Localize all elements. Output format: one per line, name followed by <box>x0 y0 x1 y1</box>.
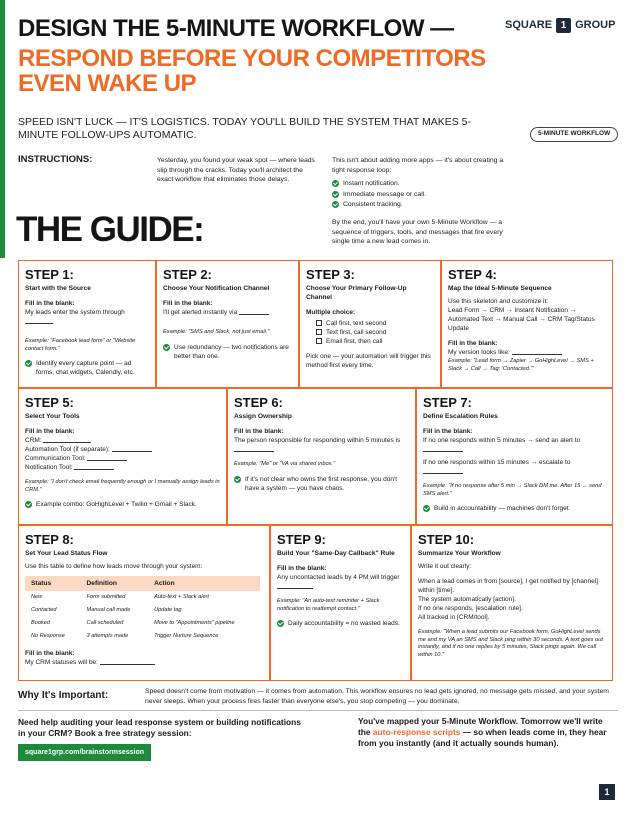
step-8 <box>18 525 270 681</box>
step-subtitle: Summarize Your Workflow <box>418 550 501 557</box>
fill-text: Communication Tool: <box>25 455 86 462</box>
fill-text: If no one responds within 5 minutes → send an alert to <box>423 437 581 444</box>
tip <box>25 500 220 509</box>
tip-text: Build in accountability — machines don't forget. <box>434 505 571 512</box>
table-cell: Contacted <box>31 607 57 613</box>
tip <box>234 475 409 493</box>
instructions-label: INSTRUCTIONS: <box>18 154 93 165</box>
step-subtitle: Define Escalation Rules <box>423 413 498 420</box>
checkbox[interactable] <box>316 338 322 344</box>
logo-mark: 1 <box>556 18 571 33</box>
example: Example: "Facebook lead form" or "Website contact form." <box>25 338 136 352</box>
fill-line <box>234 436 409 454</box>
step-title: STEP 10: <box>418 532 475 547</box>
why-label: Why It's Important: <box>18 690 109 701</box>
blank[interactable] <box>43 436 91 443</box>
step-2 <box>156 260 299 388</box>
fill-text: Any uncontacted leads by 4 PM will trigger <box>277 574 400 581</box>
status-table <box>25 576 260 643</box>
table-cell: Auto-text + Slack alert <box>154 594 209 600</box>
instructions-text: Yesterday, you found your weak spot — where leads slip through the cracks. Today you'll architect the exact workflow that eliminates those delays. <box>157 157 315 183</box>
table-row <box>25 604 260 617</box>
fill-text: If no one responds within 15 minutes → escalate to <box>423 459 571 466</box>
list-item <box>332 179 512 189</box>
table-cell: Trigger Nurture Sequence <box>154 633 219 639</box>
table-header: Definition <box>81 576 149 591</box>
step-6 <box>227 388 416 525</box>
fill-line <box>25 436 220 445</box>
step-9 <box>270 525 411 681</box>
option-text: Call first, text second <box>326 320 387 327</box>
tip-text: If it's not clear who owns the first response, you don't have a system — you have chaos. <box>245 475 398 492</box>
table-cell: Update tag <box>154 607 182 613</box>
example: Example: "Me" or "VA via shared inbox." <box>234 461 336 467</box>
step-title: STEP 8: <box>25 532 74 547</box>
step-5 <box>18 388 227 525</box>
fill-line <box>163 308 292 317</box>
list-item <box>332 190 512 200</box>
sequence: Lead Form → CRM → Instant Notification → Automated Text → Manual Call → CRM Tag/Status Update <box>448 307 595 332</box>
summary-line: When a lead comes in from [source], I get notified by [channel] within [time]. <box>418 578 598 594</box>
step-subtitle: Build Your "Same-Day Callback" Rule <box>277 550 395 557</box>
instructions-loop <box>332 156 512 211</box>
tip <box>277 619 404 628</box>
table-row <box>25 591 260 604</box>
bullet-text: Immediate message or call. <box>343 190 427 198</box>
blank[interactable] <box>423 445 463 452</box>
step-subtitle: Choose Your Notification Channel <box>163 285 270 292</box>
check-icon <box>163 344 170 351</box>
blank[interactable] <box>87 454 127 461</box>
blank[interactable] <box>277 582 313 589</box>
table-header: Status <box>25 576 81 591</box>
topic-pill: 5-MINUTE WORKFLOW <box>530 127 618 142</box>
table-header: Action <box>148 576 260 591</box>
step-subtitle: Choose Your Primary Follow-Up Channel <box>306 285 407 301</box>
fill-label: Fill in the blank: <box>25 428 75 435</box>
bullet-text: Instant notification. <box>343 180 400 187</box>
step-10 <box>411 525 613 681</box>
step-subtitle: Set Your Lead Status Flow <box>25 550 108 557</box>
instructions-outcome: By the end, you'll have your own 5-Minute Workflow — a sequence of triggers, tools, and messages that fire every single time a new lead comes in. <box>332 219 503 245</box>
check-icon <box>277 620 284 627</box>
fill-label: Fill in the blank: <box>277 565 327 572</box>
fill-text: The person responsible for responding within 5 minutes is <box>234 437 401 444</box>
guide-title: THE GUIDE: <box>16 210 204 249</box>
example: Example: "Lead form → Zapier → GoHighLevel → SMS + Slack → Call → Tag: 'Contacted.'" <box>448 358 594 372</box>
step-subtitle: Select Your Tools <box>25 413 80 420</box>
fill-line <box>25 658 263 667</box>
table-cell: 3 attempts made <box>86 633 129 639</box>
step-subtitle: Assign Ownership <box>234 413 292 420</box>
fill-text: I'll get alerted instantly via <box>163 309 238 316</box>
blank[interactable] <box>100 658 155 665</box>
table-row <box>25 630 260 643</box>
fill-line <box>25 463 220 472</box>
table-cell: Form submitted <box>86 594 126 600</box>
fill-label: Fill in the blank: <box>448 340 498 347</box>
fill-text: My version looks like: <box>448 349 510 356</box>
fill-line <box>25 445 220 454</box>
next-text-b: — so when leads come in, they hear from you instantly (and it actually sounds human). <box>358 727 607 748</box>
step-subtitle: Start with the Source <box>25 285 91 292</box>
option[interactable] <box>316 328 434 337</box>
tip <box>25 359 149 377</box>
divider <box>18 710 618 711</box>
tip <box>163 343 292 361</box>
table-cell: No Response <box>31 633 65 639</box>
option[interactable] <box>316 319 434 328</box>
option[interactable] <box>316 337 434 346</box>
booking-link-button[interactable]: square1grp.com/brainstormsession <box>18 744 151 761</box>
example: Example: "SMS and Slack, not just email." <box>163 329 270 335</box>
logo-text: SQUARE <box>505 19 553 32</box>
choice-label: Multiple choice: <box>306 309 356 316</box>
fill-line <box>423 458 606 476</box>
step-text: Use this skeleton and customize it: <box>448 298 549 305</box>
example: Example: "When a lead submits our Facebook form, GoHighLevel sends me and my VA an SMS and Slack ping within 30 seconds. A text goes out instantly, and if no one replies by 5 minutes, Slack pings again. We call within 10." <box>418 629 603 658</box>
step-text: Use this table to define how leads move through your system: <box>25 563 203 570</box>
table-row <box>25 617 260 630</box>
fill-line <box>25 308 149 326</box>
step-text: Write it out clearly: <box>418 563 472 570</box>
step-title: STEP 2: <box>163 267 212 282</box>
loop-intro: This isn't about adding more apps — it's about creating a tight response loop: <box>332 157 504 174</box>
check-icon <box>332 201 339 208</box>
fill-text: Automation Tool (if separate): <box>25 446 110 453</box>
step-title: STEP 4: <box>448 267 497 282</box>
fill-line <box>25 454 220 463</box>
option-text: Email first, then call <box>326 338 383 345</box>
table-cell: Booked <box>31 620 50 626</box>
step-title: STEP 6: <box>234 395 283 410</box>
blank[interactable] <box>234 445 274 452</box>
loop-list <box>332 179 512 210</box>
table-cell: New <box>31 594 43 600</box>
tip-text: Example combo: GoHighLevel + Twilio + Gmail + Slack. <box>36 501 197 508</box>
tip-text: Identify every capture point — ad forms, chat widgets, Calendly, etc. <box>36 360 135 376</box>
page-title: DESIGN THE 5-MINUTE WORKFLOW — <box>18 15 454 42</box>
fill-text: My CRM statuses will be: <box>25 659 98 666</box>
page-number: 1 <box>599 784 615 800</box>
summary-line: If no one responds, [escalation rule]. <box>418 605 523 612</box>
cta-text: Need help auditing your lead response system or building notifications in your CRM? Book a free strategy session: <box>18 717 301 738</box>
tip <box>423 504 606 513</box>
step-1 <box>18 260 156 388</box>
blank[interactable] <box>512 348 562 355</box>
fill-label: Fill in the blank: <box>25 650 75 657</box>
options <box>316 319 434 346</box>
fill-line <box>423 436 606 454</box>
step-4 <box>441 260 613 388</box>
blank[interactable] <box>25 317 53 324</box>
list-item <box>332 200 512 210</box>
summary-line: All tracked in [CRM/tool]. <box>418 614 490 621</box>
step-7 <box>416 388 613 525</box>
step-title: STEP 3: <box>306 267 355 282</box>
checkbox[interactable] <box>316 329 322 335</box>
option-text: Text first, call second <box>326 329 387 336</box>
checkbox[interactable] <box>316 320 322 326</box>
fill-text: My leads enter the system through <box>25 309 125 316</box>
page-subtitle: RESPOND BEFORE YOUR COMPETITORS EVEN WAKE UP <box>18 45 486 97</box>
step-3 <box>299 260 441 388</box>
example: Example: "An auto-text reminder + Slack notification to reattempt contact." <box>277 598 380 612</box>
tip-text: Use redundancy — two notifications are better than one. <box>174 343 289 360</box>
accent-bar <box>0 0 5 258</box>
step-title: STEP 5: <box>25 395 74 410</box>
check-icon <box>25 501 32 508</box>
step-title: STEP 9: <box>277 532 326 547</box>
example: Example: "I don't check email frequently enough or I manually assign leads in CRM." <box>25 479 220 493</box>
check-icon <box>332 180 339 187</box>
check-icon <box>25 360 32 367</box>
table-cell: Move to "Appointments" pipeline <box>154 620 235 626</box>
step-title: STEP 1: <box>25 267 74 282</box>
intro-text: SPEED ISN'T LUCK — IT'S LOGISTICS. TODAY YOU'LL BUILD THE SYSTEM THAT MAKES 5-MINUTE FOLLOW-UPS AUTOMATIC. <box>18 116 471 141</box>
example: Example: "If no response after 5 min → Slack DM me. After 15 → send SMS alert." <box>423 483 602 497</box>
blank[interactable] <box>112 445 152 452</box>
next-step-text <box>358 716 616 749</box>
bullet-text: Consistent tracking. <box>343 201 403 208</box>
tip-text: Daily accountability = no wasted leads. <box>288 620 400 627</box>
why-text: Speed doesn't come from motivation — it comes from automation. This workflow ensures no lead gets ignored, no message gets missed, and your system never sleeps. When your process fires faster than everyone else's, you stop competing — you dominate. <box>145 688 609 705</box>
check-icon <box>234 476 241 483</box>
fill-text: Notification Tool: <box>25 464 73 471</box>
fill-label: Fill in the blank: <box>163 300 213 307</box>
fill-text: CRM: <box>25 437 42 444</box>
fill-line <box>277 573 404 591</box>
step-title: STEP 7: <box>423 395 472 410</box>
step-subtitle: Map the Ideal 5-Minute Sequence <box>448 285 552 292</box>
blank[interactable] <box>423 467 463 474</box>
summary-line: The system automatically [action]. <box>418 596 516 603</box>
logo-text-b: GROUP <box>575 19 616 32</box>
pick-note: Pick one — your automation will trigger this method first every time. <box>306 353 431 369</box>
blank[interactable] <box>239 308 269 315</box>
fill-line <box>448 348 606 357</box>
fill-label: Fill in the blank: <box>423 428 473 435</box>
fill-label: Fill in the blank: <box>25 300 75 307</box>
next-text-a: You've mapped your 5-Minute Workflow. Tomorrow we'll write the <box>358 716 603 737</box>
table-cell: Call scheduled <box>86 620 124 626</box>
blank[interactable] <box>74 463 114 470</box>
table-cell: Manual call made <box>86 607 131 613</box>
logo <box>505 18 615 33</box>
check-icon <box>332 191 339 198</box>
next-highlight: auto-response scripts <box>372 727 461 737</box>
check-icon <box>423 505 430 512</box>
fill-label: Fill in the blank: <box>234 428 284 435</box>
